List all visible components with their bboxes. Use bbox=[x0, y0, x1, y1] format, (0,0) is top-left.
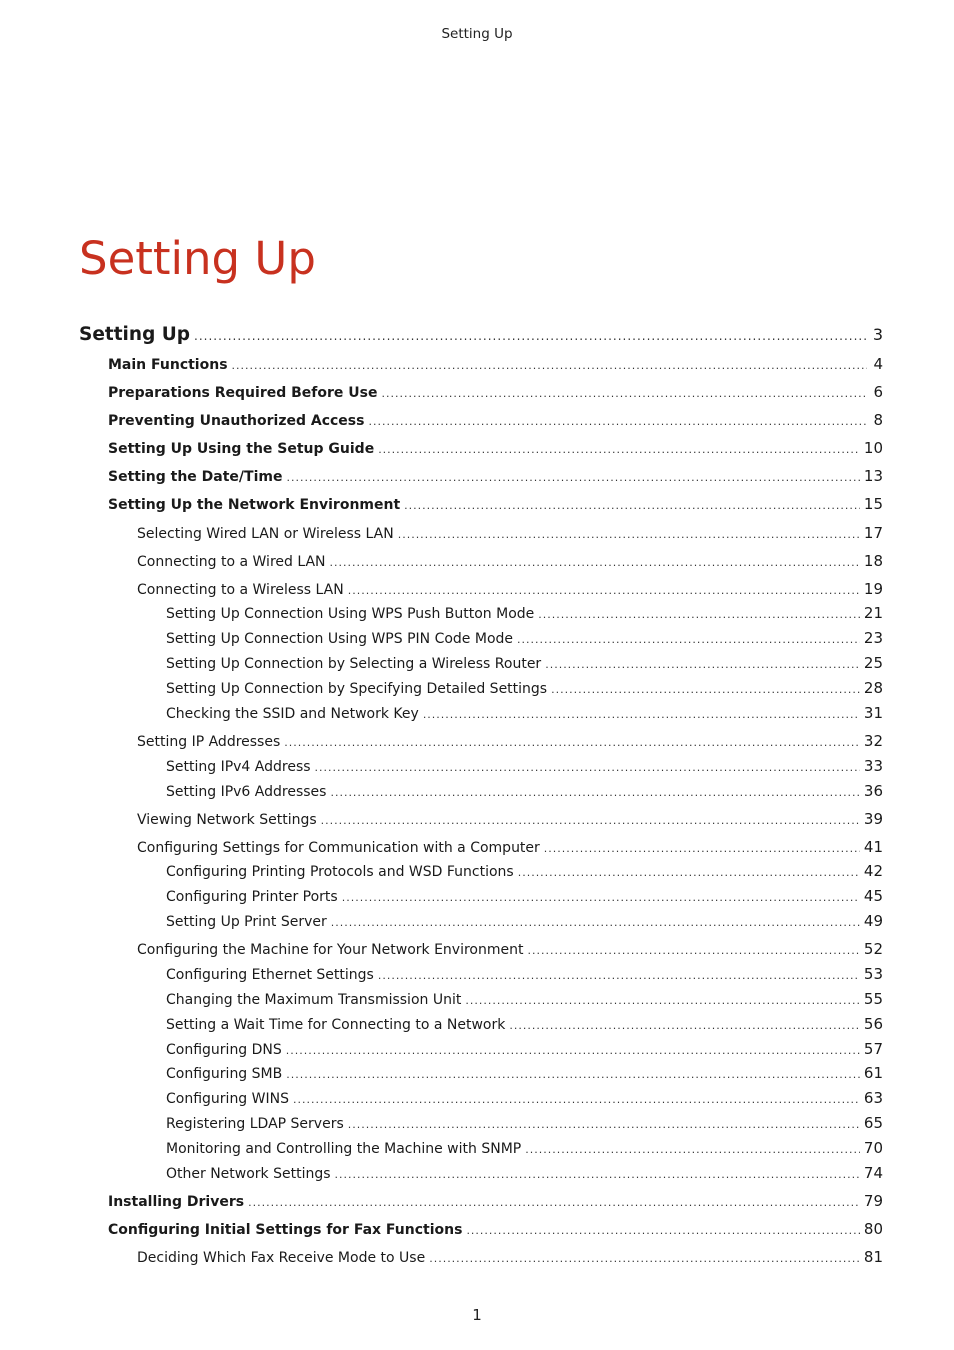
toc-leader-dots bbox=[527, 944, 859, 957]
toc-entry-page: 6 bbox=[873, 383, 883, 401]
toc-entry[interactable] bbox=[137, 552, 883, 570]
toc-entry[interactable] bbox=[137, 1248, 883, 1266]
toc-entry-label: Deciding Which Fax Receive Mode to Use bbox=[137, 1250, 426, 1266]
toc-entry-label: Setting Up Connection by Specifying Detailed Settings bbox=[166, 681, 548, 697]
toc-entry-page: 15 bbox=[863, 495, 883, 513]
toc-entry-label: Preparations Required Before Use bbox=[108, 385, 378, 401]
toc-entry-page: 13 bbox=[863, 467, 883, 485]
toc-entry-label: Configuring DNS bbox=[166, 1042, 282, 1058]
toc-entry-page: 49 bbox=[863, 912, 883, 930]
toc-leader-dots bbox=[248, 1196, 860, 1209]
toc-entry-page: 55 bbox=[863, 990, 883, 1008]
page-number: 1 bbox=[472, 1306, 482, 1324]
toc-entry-page: 74 bbox=[863, 1164, 883, 1182]
toc-entry-label: Changing the Maximum Transmission Unit bbox=[166, 992, 462, 1008]
toc-leader-dots bbox=[525, 1143, 860, 1156]
toc-leader-dots bbox=[335, 1168, 860, 1181]
toc-leader-dots bbox=[331, 916, 860, 929]
toc-entry[interactable] bbox=[137, 580, 883, 598]
toc-entry-label: Setting Up the Network Environment bbox=[108, 497, 401, 513]
toc-entry-page: 19 bbox=[863, 580, 883, 598]
toc-entry-page: 28 bbox=[863, 679, 883, 697]
toc-entry[interactable] bbox=[166, 1114, 883, 1132]
toc-entry[interactable] bbox=[166, 782, 883, 800]
toc-entry-page: 80 bbox=[863, 1220, 883, 1238]
toc-entry[interactable] bbox=[166, 679, 883, 697]
toc-entry-label: Configuring Printer Ports bbox=[166, 889, 338, 905]
toc-entry-label: Connecting to a Wireless LAN bbox=[137, 582, 344, 598]
toc-entry-page: 65 bbox=[863, 1114, 883, 1132]
toc-entry[interactable] bbox=[166, 629, 883, 647]
toc-entry[interactable] bbox=[137, 838, 883, 856]
toc-leader-dots bbox=[404, 499, 860, 512]
toc-entry-page: 4 bbox=[873, 355, 883, 373]
toc-entry-label: Viewing Network Settings bbox=[137, 812, 317, 828]
toc-entry-label: Setting Up Using the Setup Guide bbox=[108, 441, 375, 457]
toc-leader-dots bbox=[545, 658, 860, 671]
toc-leader-dots bbox=[378, 443, 860, 456]
toc-entry[interactable] bbox=[108, 1220, 883, 1238]
toc-entry-page: 36 bbox=[863, 782, 883, 800]
toc-leader-dots bbox=[423, 708, 860, 721]
toc-entry-label: Checking the SSID and Network Key bbox=[166, 706, 419, 722]
toc-leader-dots bbox=[544, 842, 860, 855]
toc-entry[interactable] bbox=[108, 1192, 883, 1210]
toc-leader-dots bbox=[381, 387, 867, 400]
toc-entry-page: 3 bbox=[872, 325, 883, 344]
toc-entry[interactable] bbox=[108, 411, 883, 429]
toc-leader-dots bbox=[517, 633, 860, 646]
toc-entry-label: Configuring Printing Protocols and WSD Functions bbox=[166, 864, 514, 880]
toc-entry-label: Configuring the Machine for Your Network Environment bbox=[137, 942, 524, 958]
toc-leader-dots bbox=[315, 761, 860, 774]
toc-leader-dots bbox=[232, 359, 867, 372]
toc-entry-label: Selecting Wired LAN or Wireless LAN bbox=[137, 526, 394, 542]
toc-leader-dots bbox=[321, 814, 860, 827]
toc-entry[interactable] bbox=[166, 1015, 883, 1033]
toc-leader-dots bbox=[348, 1118, 860, 1131]
toc-entry-page: 63 bbox=[863, 1089, 883, 1107]
toc-entry[interactable] bbox=[166, 654, 883, 672]
toc-entry[interactable] bbox=[166, 1139, 883, 1157]
toc-leader-dots bbox=[398, 528, 860, 541]
toc-entry-label: Preventing Unauthorized Access bbox=[108, 413, 365, 429]
toc-entry[interactable] bbox=[108, 467, 883, 485]
toc-entry[interactable] bbox=[108, 383, 883, 401]
toc-leader-dots bbox=[330, 556, 860, 569]
toc-entry-page: 23 bbox=[863, 629, 883, 647]
toc-entry-page: 79 bbox=[863, 1192, 883, 1210]
toc-entry-page: 56 bbox=[863, 1015, 883, 1033]
toc-entry-page: 17 bbox=[863, 524, 883, 542]
toc-entry-label: Setting IPv4 Address bbox=[166, 759, 311, 775]
running-header: Setting Up bbox=[441, 26, 513, 42]
toc-leader-dots bbox=[538, 608, 860, 621]
chapter-title: Setting Up bbox=[79, 232, 316, 285]
toc-leader-dots bbox=[465, 994, 860, 1007]
toc-entry-label: Configuring Settings for Communication with a Computer bbox=[137, 840, 540, 856]
toc-entry-label: Registering LDAP Servers bbox=[166, 1116, 344, 1132]
toc-leader-dots bbox=[378, 969, 860, 982]
toc-leader-dots bbox=[286, 1044, 860, 1057]
toc-entry-page: 57 bbox=[863, 1040, 883, 1058]
toc-entry[interactable] bbox=[166, 604, 883, 622]
toc-entry-label: Monitoring and Controlling the Machine with SNMP bbox=[166, 1141, 522, 1157]
toc-entry-label: Setting the Date/Time bbox=[108, 469, 283, 485]
toc-entry[interactable] bbox=[166, 887, 883, 905]
toc-entry-label: Installing Drivers bbox=[108, 1194, 245, 1210]
toc-entry[interactable] bbox=[108, 355, 883, 373]
toc-entry[interactable] bbox=[166, 862, 883, 880]
toc-leader-dots bbox=[518, 866, 860, 879]
toc-entry[interactable] bbox=[166, 757, 883, 775]
toc-entry-page: 8 bbox=[873, 411, 883, 429]
toc-entry-page: 18 bbox=[863, 552, 883, 570]
toc-leader-dots bbox=[284, 736, 860, 749]
toc-entry[interactable] bbox=[166, 912, 883, 930]
toc-entry-label: Setting Up Connection by Selecting a Wireless Router bbox=[166, 656, 542, 672]
toc-entry-page: 81 bbox=[863, 1248, 883, 1266]
toc-entry-page: 42 bbox=[863, 862, 883, 880]
toc-entry[interactable] bbox=[137, 940, 883, 958]
toc-leader-dots bbox=[466, 1224, 859, 1237]
toc-entry-label: Setting Up Connection Using WPS Push Button Mode bbox=[166, 606, 535, 622]
toc-leader-dots bbox=[194, 329, 867, 343]
toc-entry-page: 52 bbox=[863, 940, 883, 958]
toc-leader-dots bbox=[368, 415, 867, 428]
toc-entry-label: Configuring SMB bbox=[166, 1066, 283, 1082]
toc-entry-page: 39 bbox=[863, 810, 883, 828]
toc-entry[interactable] bbox=[166, 1089, 883, 1107]
toc-entry-label: Setting Up Connection Using WPS PIN Code Mode bbox=[166, 631, 514, 647]
toc-leader-dots bbox=[348, 584, 860, 597]
toc-entry-page: 32 bbox=[863, 732, 883, 750]
toc-entry[interactable] bbox=[137, 810, 883, 828]
toc-entry-page: 41 bbox=[863, 838, 883, 856]
toc-entry-label: Setting a Wait Time for Connecting to a Network bbox=[166, 1017, 506, 1033]
toc-entry[interactable] bbox=[166, 1040, 883, 1058]
toc-entry-label: Setting IP Addresses bbox=[137, 734, 281, 750]
toc-entry[interactable] bbox=[166, 990, 883, 1008]
toc-entry[interactable] bbox=[108, 495, 883, 513]
toc-leader-dots bbox=[551, 683, 860, 696]
toc-entry[interactable] bbox=[166, 704, 883, 722]
toc-entry[interactable] bbox=[137, 524, 883, 542]
toc-entry[interactable] bbox=[108, 439, 883, 457]
toc-entry[interactable] bbox=[137, 732, 883, 750]
toc-entry[interactable] bbox=[166, 965, 883, 983]
toc-leader-dots bbox=[286, 471, 859, 484]
toc-leader-dots bbox=[330, 786, 859, 799]
toc-leader-dots bbox=[342, 891, 860, 904]
toc-leader-dots bbox=[429, 1252, 860, 1265]
toc-entry-page: 53 bbox=[863, 965, 883, 983]
toc-entry-label: Configuring Ethernet Settings bbox=[166, 967, 374, 983]
toc-entry-label: Setting Up Print Server bbox=[166, 914, 327, 930]
toc-entry-page: 61 bbox=[863, 1064, 883, 1082]
toc-entry-page: 21 bbox=[863, 604, 883, 622]
toc-entry-label: Connecting to a Wired LAN bbox=[137, 554, 326, 570]
toc-entry-label: Configuring Initial Settings for Fax Functions bbox=[108, 1222, 463, 1238]
toc-entry[interactable] bbox=[166, 1064, 883, 1082]
toc-leader-dots bbox=[509, 1019, 860, 1032]
toc-entry-page: 45 bbox=[863, 887, 883, 905]
toc-entry-label: Main Functions bbox=[108, 357, 228, 373]
toc-leader-dots bbox=[293, 1093, 860, 1106]
toc-entry-label: Setting Up bbox=[79, 324, 191, 345]
toc-entry-page: 10 bbox=[863, 439, 883, 457]
toc-leader-dots bbox=[286, 1068, 860, 1081]
toc-entry-label: Other Network Settings bbox=[166, 1166, 331, 1182]
toc-entry-label: Setting IPv6 Addresses bbox=[166, 784, 327, 800]
toc-entry[interactable] bbox=[79, 324, 883, 345]
toc-entry-page: 70 bbox=[863, 1139, 883, 1157]
toc-entry-label: Configuring WINS bbox=[166, 1091, 289, 1107]
toc-entry[interactable] bbox=[166, 1164, 883, 1182]
toc-entry-page: 25 bbox=[863, 654, 883, 672]
toc-entry-page: 31 bbox=[863, 704, 883, 722]
toc-entry-page: 33 bbox=[863, 757, 883, 775]
